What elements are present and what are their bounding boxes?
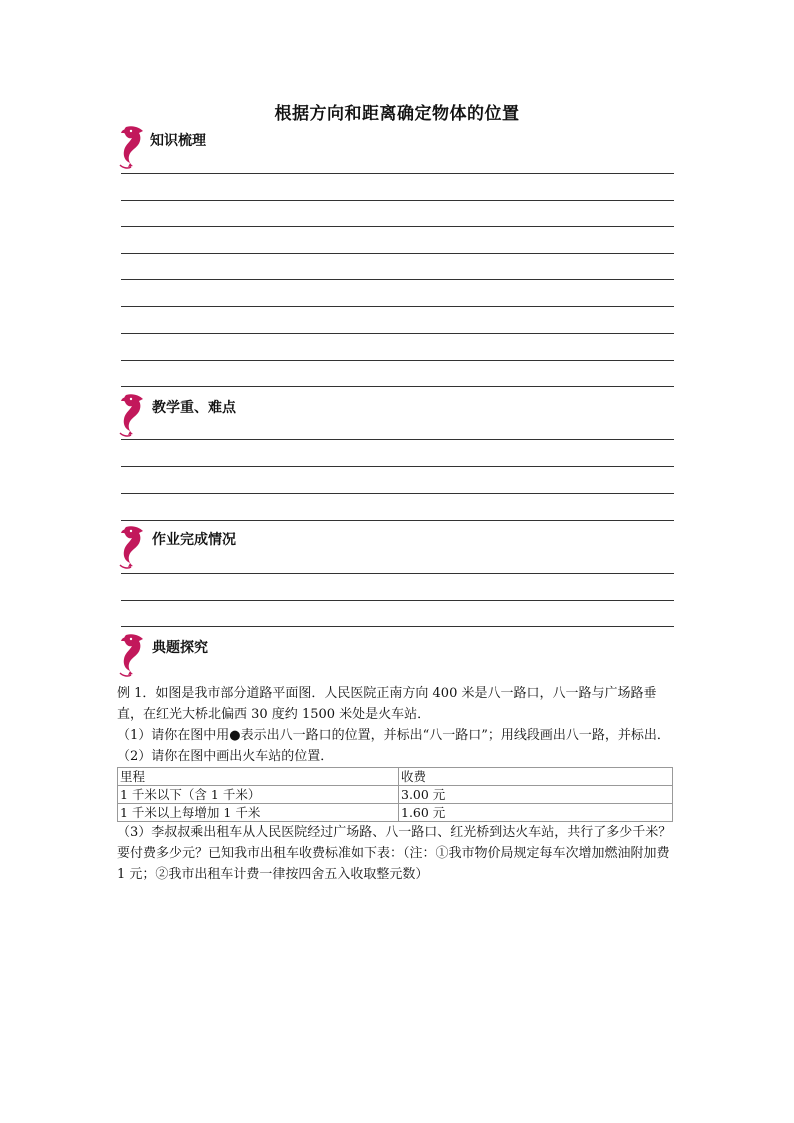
section-title: 作业完成情况	[152, 532, 236, 548]
writing-line	[121, 626, 674, 627]
writing-line	[121, 439, 674, 440]
example-paragraph: （2）请你在图中画出火车站的位置．	[117, 749, 334, 764]
writing-line	[121, 279, 674, 280]
example-question-3: （3）李叔叔乘出租车从人民医院经过广场路、八一路口、红光桥到达火车站，共行了多少千米？要付费多少元？已知我市出租车收费标准如下表：（注：①我市物价局规定每车次增加燃油附加费 1 元；②我市出租车计费一律按四舍五入收取整元数）	[117, 825, 672, 882]
dolphin-icon	[117, 524, 147, 570]
section-header	[117, 524, 677, 564]
section-homework	[117, 524, 677, 629]
section-title: 知识梳理	[150, 133, 206, 149]
table-header-cell: 收费	[399, 768, 673, 786]
writing-line	[121, 520, 674, 521]
table-cell: 1 千米以下（含 1 千米）	[118, 786, 399, 804]
section-key-points	[117, 392, 677, 522]
writing-line	[121, 306, 674, 307]
section-examples	[117, 632, 677, 678]
dolphin-icon	[117, 632, 147, 678]
table-header-cell: 里程	[118, 768, 399, 786]
writing-line	[121, 386, 674, 387]
section-header	[117, 124, 677, 164]
writing-line	[121, 466, 674, 467]
writing-line	[121, 333, 674, 334]
table-header-row	[118, 768, 673, 786]
writing-line	[121, 493, 674, 494]
writing-line	[121, 600, 674, 601]
table-row	[118, 804, 673, 822]
writing-line	[121, 226, 674, 227]
section-knowledge	[117, 124, 677, 389]
table-cell: 1 千米以上每增加 1 千米	[118, 804, 399, 822]
page-title: 根据方向和距离确定物体的位置	[274, 104, 520, 124]
section-title: 教学重、难点	[152, 400, 236, 416]
table-cell: 3.00 元	[399, 786, 673, 804]
example-paragraph: 例 1．如图是我市部分道路平面图．人民医院正南方向 400 米是八一路口，八一路与广场路垂直，在红光大桥北偏西 30 度约 1500 米处是火车站．	[117, 686, 657, 722]
table-cell: 1.60 元	[399, 804, 673, 822]
dolphin-icon	[117, 392, 147, 438]
writing-line	[121, 253, 674, 254]
section-title: 典题探究	[152, 640, 208, 656]
example-problem	[117, 683, 677, 885]
section-header	[117, 392, 677, 432]
fare-table	[117, 767, 673, 822]
example-paragraph: （1）请你在图中用●表示出八一路口的位置，并标出“八一路口”；用线段画出八一路，并标出．	[117, 728, 670, 743]
writing-line	[121, 200, 674, 201]
writing-line	[121, 173, 674, 174]
writing-line	[121, 573, 674, 574]
section-header	[117, 632, 677, 672]
dolphin-icon	[117, 124, 147, 170]
table-row	[118, 786, 673, 804]
writing-line	[121, 360, 674, 361]
